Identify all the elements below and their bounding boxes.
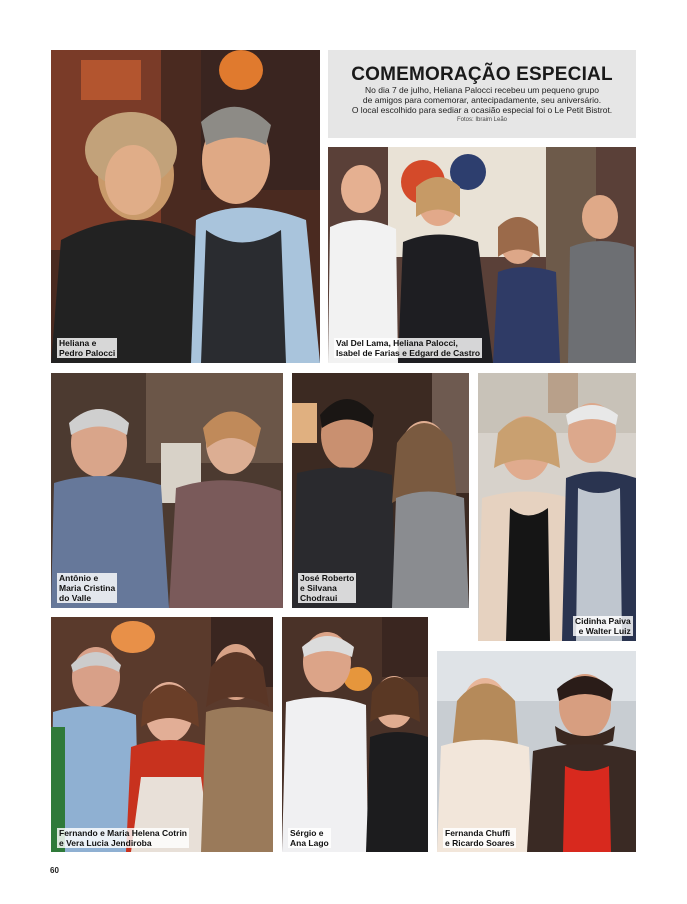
caption-heliana-pedro: Heliana e Pedro Palocci xyxy=(59,338,116,358)
photo-fernando-group xyxy=(51,617,273,852)
article-title: COMEMORAÇÃO ESPECIAL xyxy=(351,64,613,85)
caption-antonio-maria: Antônio e Maria Cristina do Valle xyxy=(59,573,116,603)
caption-cidinha-walter: Cidinha Paiva e Walter Luiz xyxy=(575,616,631,636)
page-number: 60 xyxy=(50,866,59,875)
caption-jose-silvana: José Roberto e Silvana Chodraui xyxy=(300,573,355,603)
photo-heliana-pedro xyxy=(51,50,320,363)
photo-credit: Fotos: Ibraim Leão xyxy=(456,117,508,123)
photo-sergio-ana xyxy=(282,617,428,852)
caption-group-four: Val Del Lama, Heliana Palocci, Isabel de Farias e Edgard de Castro xyxy=(336,338,481,358)
caption-fernanda-ricardo: Fernanda Chuffi e Ricardo Soares xyxy=(445,828,515,848)
photo-group-four xyxy=(328,147,636,363)
caption-sergio-ana: Sérgio e Ana Lago xyxy=(290,828,329,848)
article-intro xyxy=(332,85,632,115)
intro-line: No dia 7 de julho, Heliana Palocci recebeu um pequeno grupo xyxy=(365,85,599,95)
caption-fernando-group: Fernando e Maria Helena Cotrin e Vera Lucia Jendiroba xyxy=(59,828,187,848)
article-header xyxy=(328,50,636,138)
intro-line: de amigos para comemorar, antecipadamente, seu aniversário. xyxy=(362,95,602,105)
photo-cidinha-walter xyxy=(478,373,636,641)
photo-fernanda-ricardo xyxy=(437,651,636,852)
intro-line: O local escolhido para sediar a ocasião especial foi o Le Petit Bistrot. xyxy=(351,105,613,115)
